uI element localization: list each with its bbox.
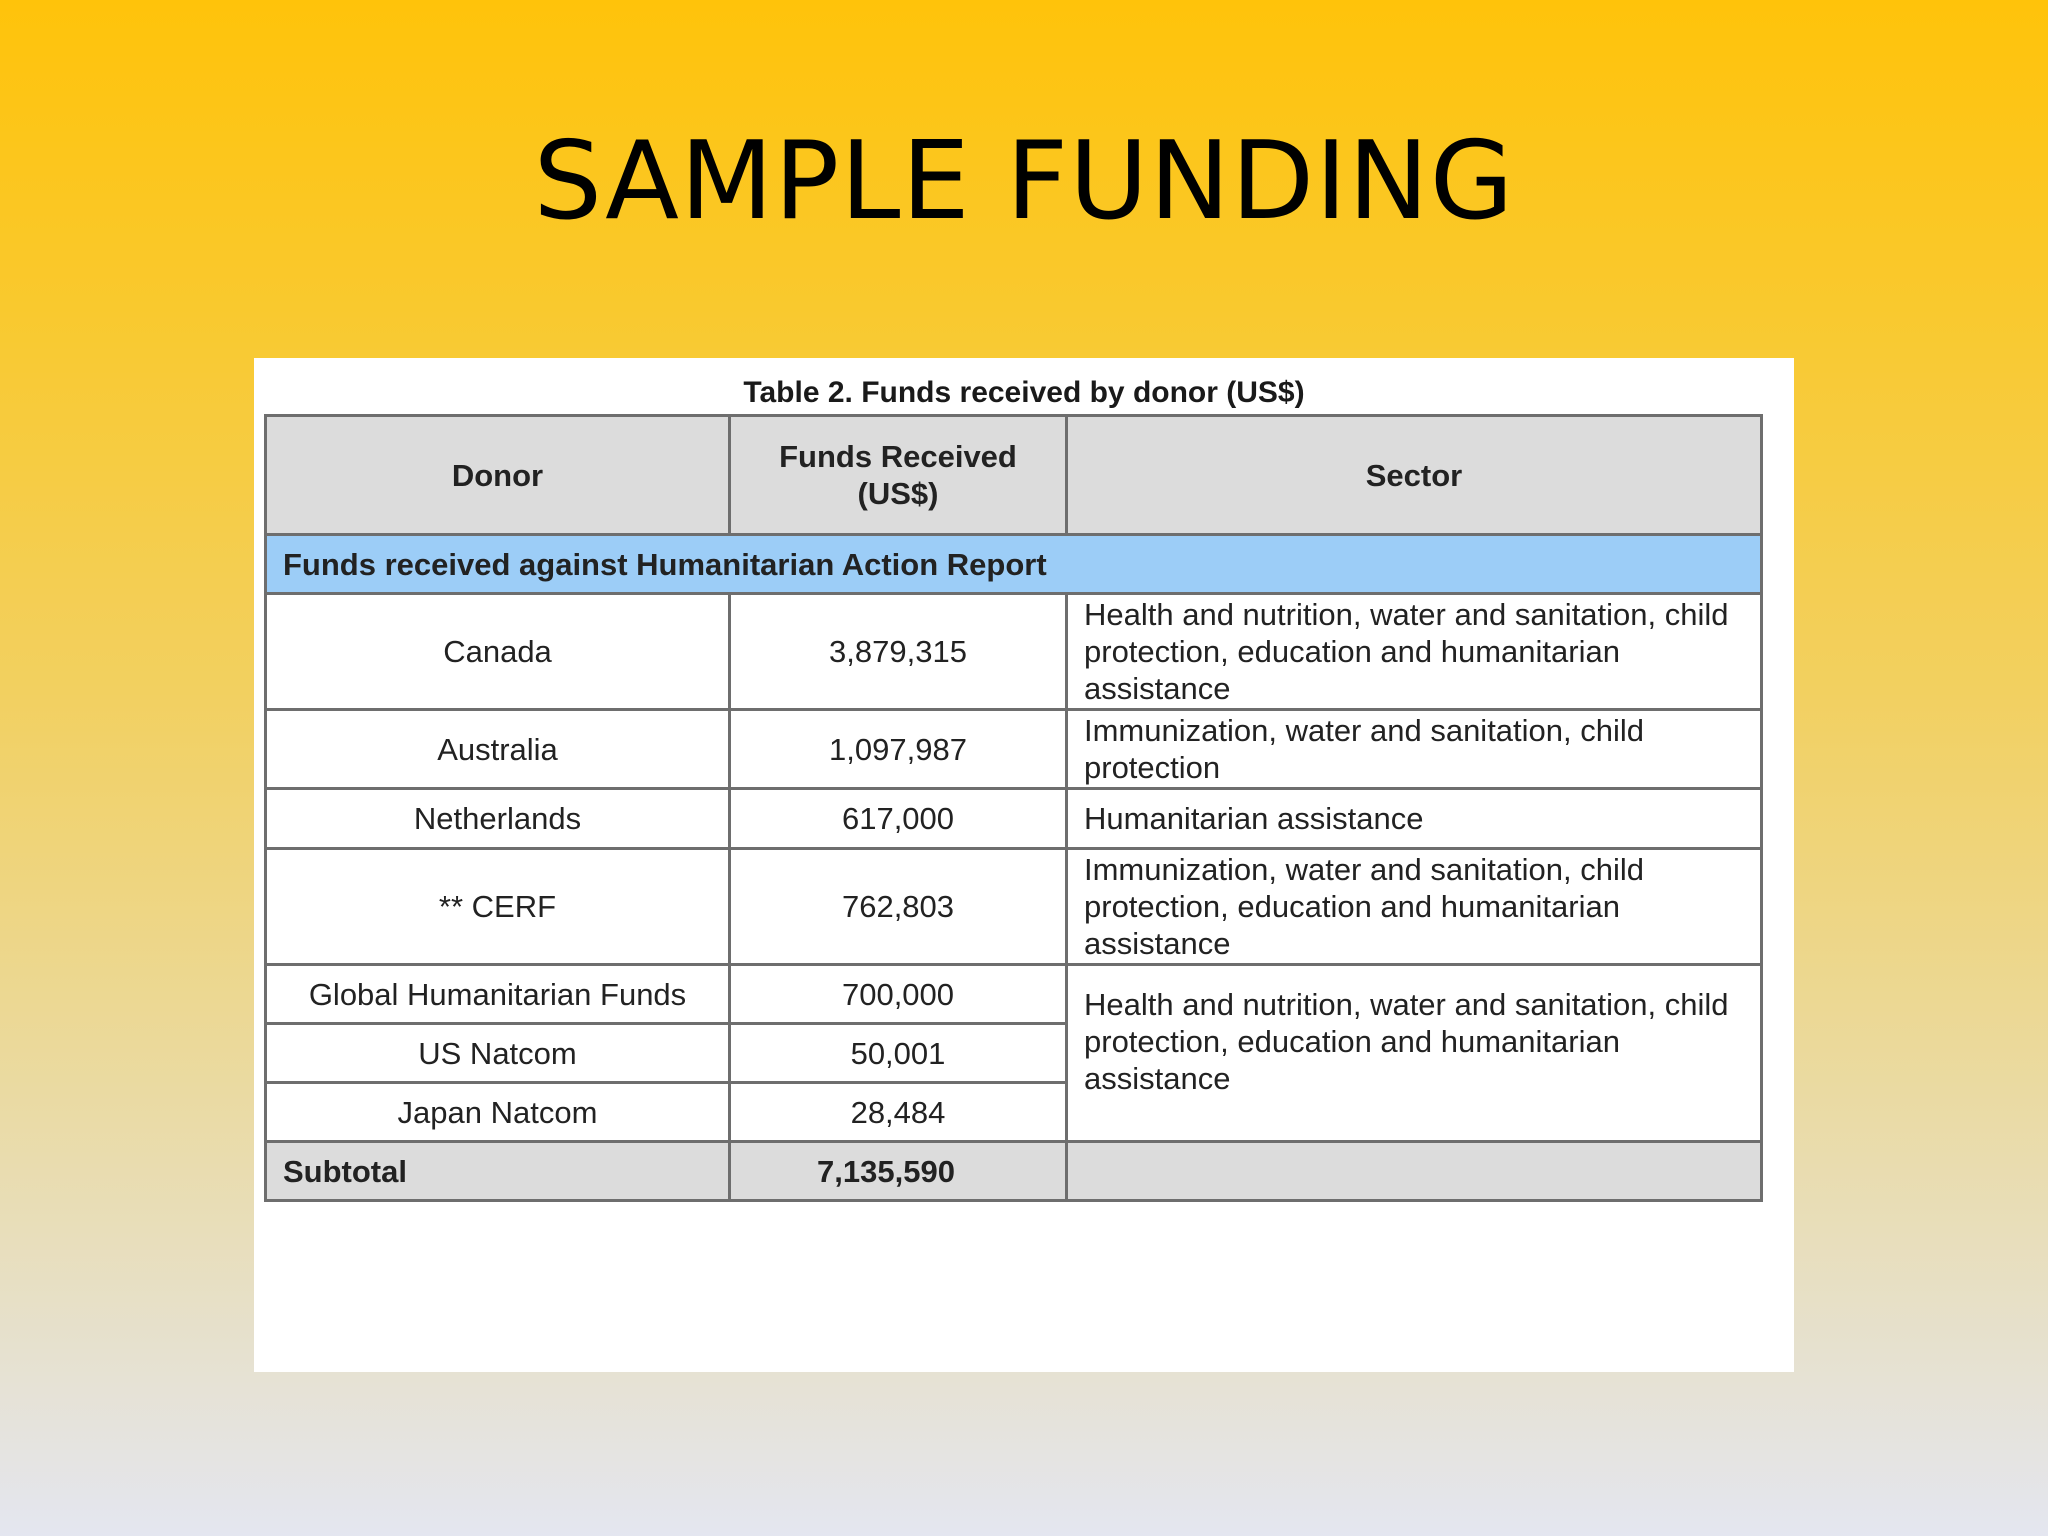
donor-cell: US Natcom — [266, 1024, 730, 1083]
sector-cell: Health and nutrition, water and sanitation, child protection, education and humanitarian assistance — [1067, 594, 1762, 710]
donor-cell: Japan Natcom — [266, 1083, 730, 1142]
funds-cell: 700,000 — [730, 965, 1067, 1024]
table-image-panel — [254, 358, 1794, 1372]
header-funds-received: Funds Received (US$) — [730, 416, 1067, 535]
funds-cell: 28,484 — [730, 1083, 1067, 1142]
table-caption: Table 2. Funds received by donor (US$) — [743, 376, 1305, 409]
table-row — [266, 965, 1762, 1024]
donor-cell: Netherlands — [266, 789, 730, 849]
header-donor: Donor — [266, 416, 730, 535]
donor-cell: Global Humanitarian Funds — [266, 965, 730, 1024]
table-row — [266, 789, 1762, 849]
section-row — [266, 535, 1762, 594]
funds-cell: 3,879,315 — [730, 594, 1067, 710]
funds-cell: 1,097,987 — [730, 710, 1067, 789]
slide-title: SAMPLE FUNDING — [533, 119, 1515, 244]
sector-cell: Immunization, water and sanitation, child protection — [1067, 710, 1762, 789]
subtotal-value: 7,135,590 — [730, 1142, 1067, 1201]
header-sector: Sector — [1067, 416, 1762, 535]
donor-cell: Canada — [266, 594, 730, 710]
donor-cell: Australia — [266, 710, 730, 789]
section-label: Funds received against Humanitarian Action Report — [266, 535, 1762, 594]
table-row — [266, 594, 1762, 710]
sector-cell: Humanitarian assistance — [1067, 789, 1762, 849]
table-row — [266, 710, 1762, 789]
table-header-row — [266, 416, 1762, 535]
subtotal-row — [266, 1142, 1762, 1201]
subtotal-label: Subtotal — [266, 1142, 730, 1201]
funds-cell: 617,000 — [730, 789, 1067, 849]
sector-cell: Immunization, water and sanitation, child protection, education and humanitarian assistance — [1067, 849, 1762, 965]
funds-cell: 762,803 — [730, 849, 1067, 965]
table-row — [266, 849, 1762, 965]
donor-cell: ** CERF — [266, 849, 730, 965]
funds-table — [264, 414, 1763, 1202]
funds-cell: 50,001 — [730, 1024, 1067, 1083]
shared-sector-cell: Health and nutrition, water and sanitation, child protection, education and humanitarian assistance — [1067, 965, 1762, 1142]
subtotal-empty-cell — [1067, 1142, 1762, 1201]
